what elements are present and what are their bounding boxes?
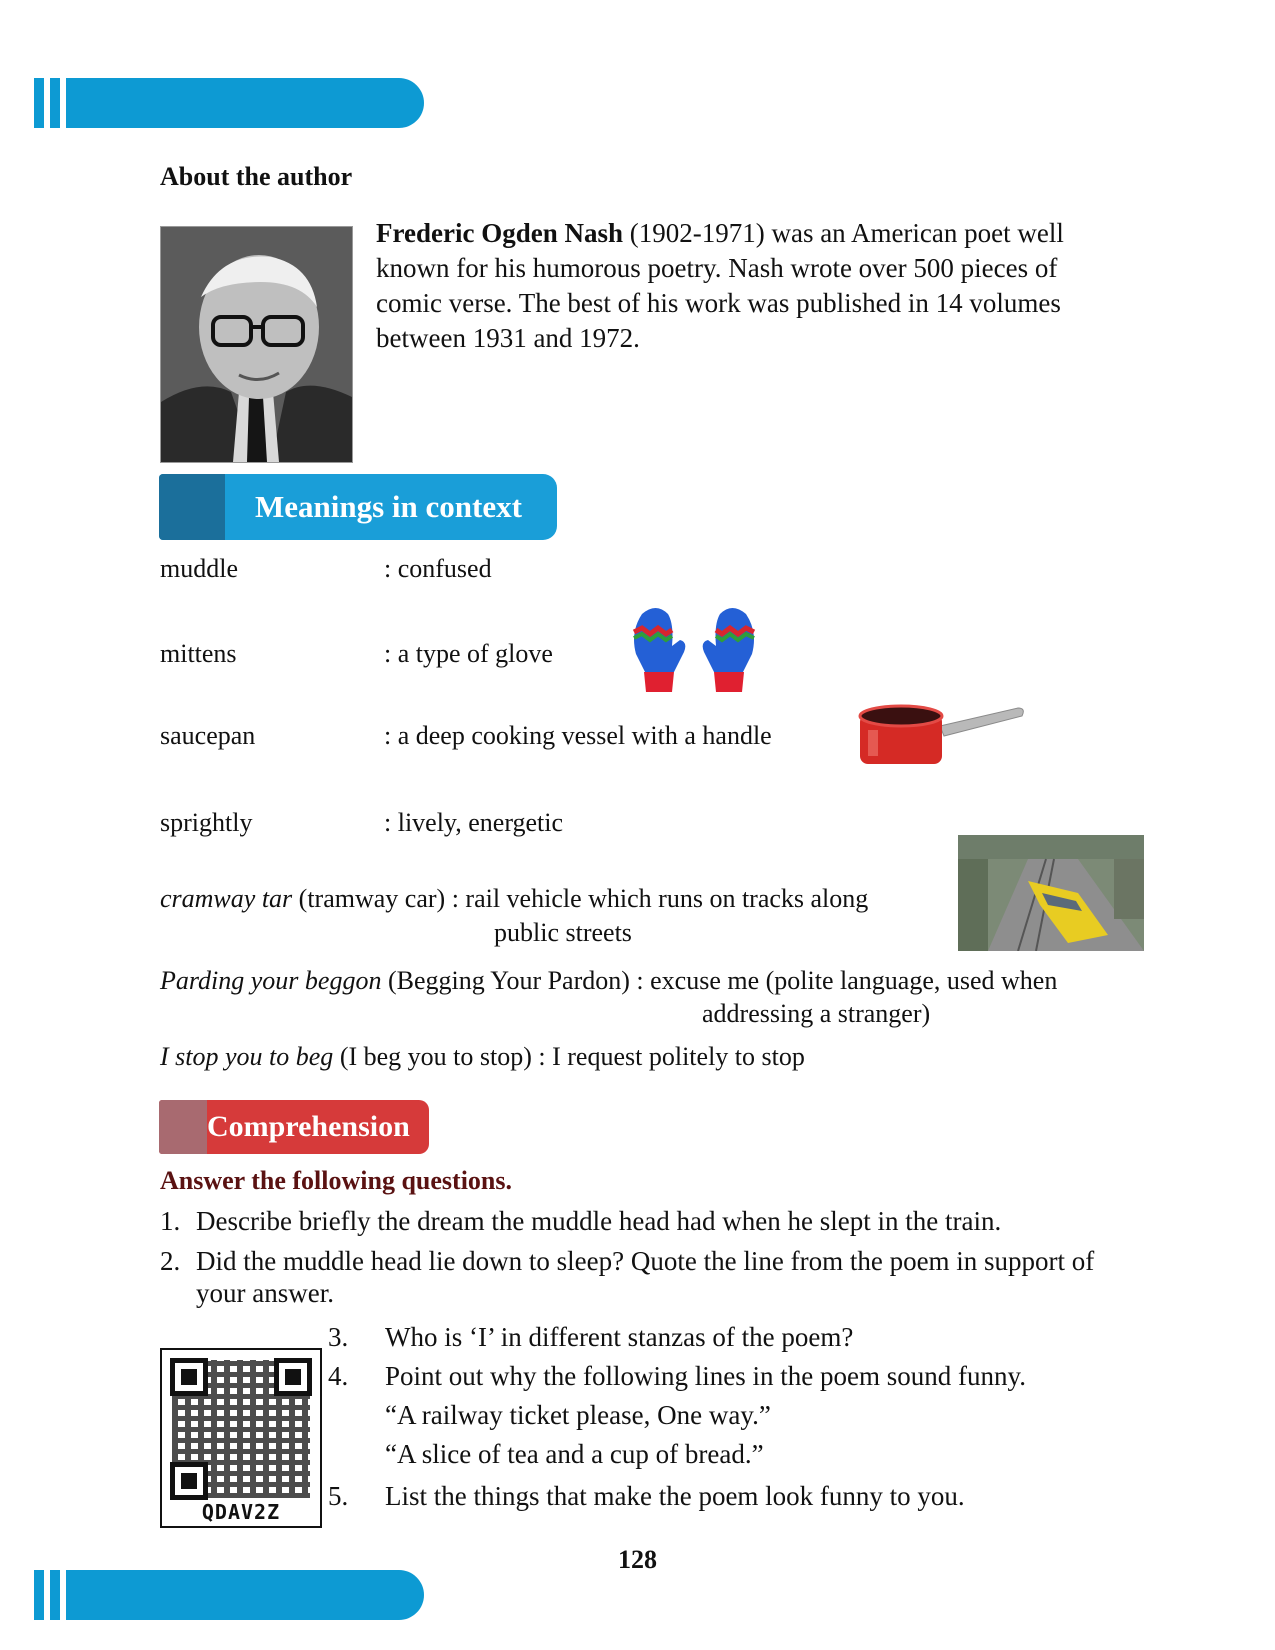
bottom-decorative-bar [34,1570,424,1620]
question-1-number: 1. [160,1206,181,1236]
author-photo [160,226,353,463]
term-sprightly: sprightly [160,808,253,837]
question-4-quote-2: “A slice of tea and a cup of bread.” [385,1439,764,1469]
question-2-number: 2. [160,1246,181,1276]
term-saucepan: saucepan [160,721,256,750]
pardon-entry-cont: addressing a stranger) [702,999,931,1028]
comprehension-title: Comprehension [207,1110,410,1143]
term-cramway-tar: cramway tar [160,884,293,913]
stop-entry: I stop you to beg (I beg you to stop) : I request politely to stop [160,1042,805,1071]
qr-code[interactable] [160,1348,322,1528]
tramway-image [958,835,1144,951]
tramway-entry: cramway tar (tramway car) : rail vehicle which runs on tracks along [160,884,869,913]
question-4-text: Point out why the following lines in the poem sound funny. [385,1361,1026,1391]
comprehension-section-tab [159,1100,429,1154]
meaning-mittens: : a type of glove [384,639,553,668]
qr-code-label: QDAV2Z [201,1500,281,1524]
term-i-stop-you-to-beg: I stop you to beg [160,1042,334,1071]
tramway-entry-cont: public streets [494,918,632,947]
author-name: Frederic Ogden Nash [376,218,623,248]
top-decorative-bar [34,78,424,128]
meaning-muddle: : confused [384,554,492,583]
meaning-sprightly: : lively, energetic [384,808,564,837]
question-2-text-cont: your answer. [196,1278,334,1308]
author-bio-line-3: comic verse. The best of his work was published in 14 volumes [376,288,1061,318]
pardon-entry: Parding your beggon (Begging Your Pardon) : excuse me (polite language, used when [160,966,1058,995]
term-parding-your-beggon: Parding your beggon [160,966,382,995]
about-author-heading: About the author [160,162,353,191]
question-1-text: Describe briefly the dream the muddle head had when he slept in the train. [196,1206,1002,1236]
meanings-section-tab [159,474,557,540]
question-4-quote-1: “A railway ticket please, One way.” [385,1400,771,1430]
term-mittens: mittens [160,639,237,668]
question-5-number: 5. [328,1481,349,1511]
saucepan-image [858,700,1026,768]
question-4-number: 4. [328,1361,349,1391]
mittens-image [628,602,760,694]
question-5-text: List the things that make the poem look funny to you. [385,1481,965,1511]
author-bio-line-2: known for his humorous poetry. Nash wrote over 500 pieces of [376,253,1058,283]
author-bio-line-1: Frederic Ogden Nash (1902-1971) was an American poet well [376,218,1064,248]
question-3-number: 3. [328,1322,349,1352]
questions-instruction: Answer the following questions. [160,1166,513,1195]
question-2-text: Did the muddle head lie down to sleep? Quote the line from the poem in support of [196,1246,1095,1276]
meaning-saucepan: : a deep cooking vessel with a handle [384,721,772,750]
author-bio-line-4: between 1931 and 1972. [376,323,640,353]
question-3-text: Who is ‘I’ in different stanzas of the poem? [385,1322,854,1352]
term-muddle: muddle [160,554,238,583]
meanings-title: Meanings in context [255,489,522,524]
page-number: 128 [618,1545,657,1574]
